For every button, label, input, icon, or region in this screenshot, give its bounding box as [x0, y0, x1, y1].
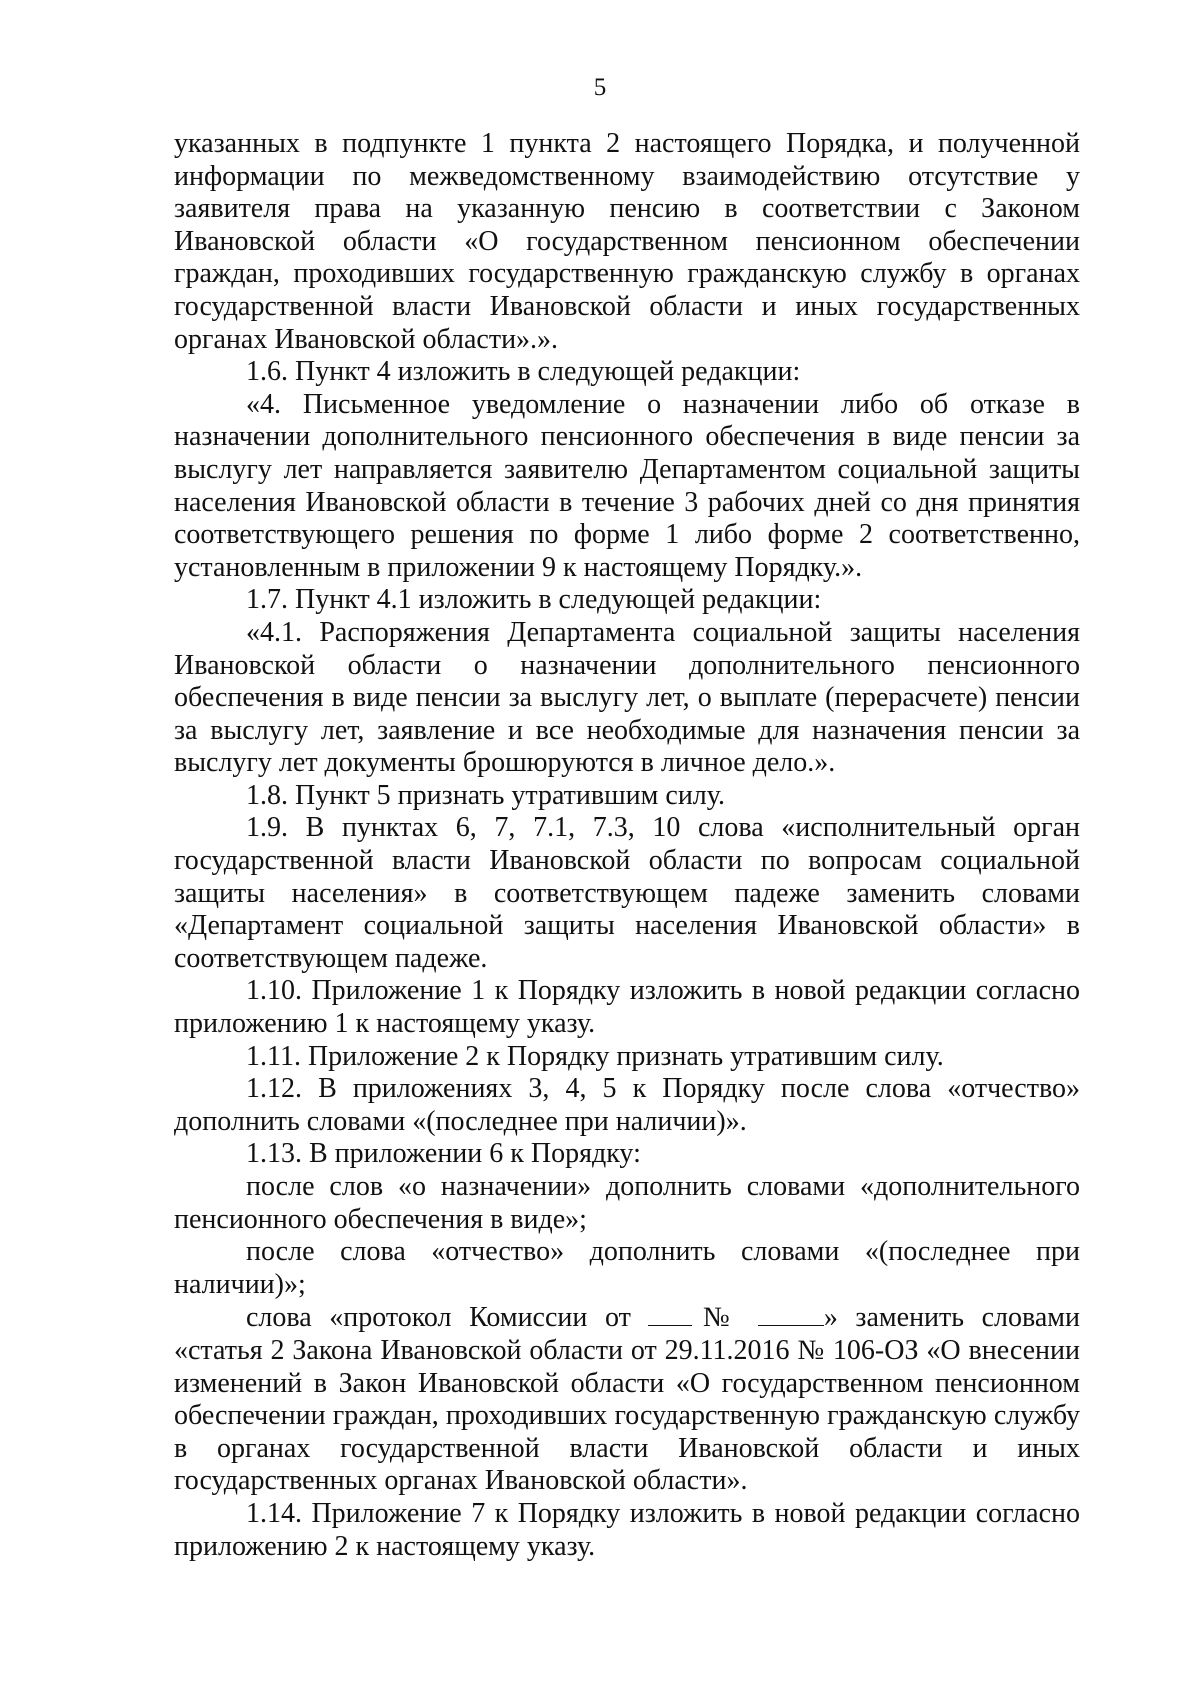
paragraph-item-1-9: 1.9. В пунктах 6, 7, 7.1, 7.3, 10 слова «исполнительный орган государственной власти Ивановской области по вопросам социальной защиты населения» в соответствующем падеже заменить словами «Департамент социальной защиты населения Ивановской области» в соответствующем падеже. — [174, 812, 1080, 974]
protocol-text-end: » заменить словами «статья 2 Закона Ивановской области от 29.11.2016 № 106-ОЗ «О внесении изменений в Закон Ивановской области «О государственном пенсионном обеспечении граждан, проходивших государственную гражданскую службу в органах государственной власти Ивановской области и иных государственных органах Ивановской области». — [174, 1302, 1081, 1497]
paragraph-item-1-8: 1.8. Пункт 5 признать утратившим силу. — [246, 779, 725, 811]
paragraph-item-1-14: 1.14. Приложение 7 к Порядку изложить в новой редакции согласно приложению 2 к настоящему указу. — [174, 1497, 1080, 1562]
paragraph-subitem-after-words: после слов «о назначении» дополнить словами «дополнительного пенсионного обеспечения в виде»; — [174, 1171, 1080, 1235]
date-blank-line — [648, 1301, 692, 1326]
document-body — [174, 128, 1080, 1563]
paragraph-item-1-11: 1.11. Приложение 2 к Порядку признать утратившим силу. — [246, 1040, 944, 1072]
paragraph-subitem-after-word: после слова «отчество» дополнить словами «(последнее при наличии)»; — [174, 1236, 1080, 1300]
paragraph-item-1-7: 1.7. Пункт 4.1 изложить в следующей редакции: — [246, 584, 822, 616]
paragraph-quote-4: «4. Письменное уведомление о назначении либо об отказе в назначении дополнительного пенсионного обеспечения в виде пенсии за выслугу лет направляется заявителю Департаментом социальной защиты населения Ивановской области в течение 3 рабочих дней со дня принятия соответствующего решения по форме 1 либо форме 2 соответственно, установленным в приложении 9 к настоящему Порядку.». — [174, 388, 1080, 583]
paragraph-continuation: указанных в подпункте 1 пункта 2 настоящего Порядка, и полученной информации по межведомственному взаимодействию отсутствие у заявителя права на указанную пенсию в соответствии с Законом Ивановской области «О государственном пенсионном обеспечении граждан, проходивших государственную гражданскую службу в органах государственной власти Ивановской области и иных государственных органах Ивановской области».». — [174, 128, 1080, 355]
protocol-number-sign: № — [692, 1302, 758, 1334]
page-number: 5 — [593, 74, 607, 101]
paragraph-item-1-12: 1.12. В приложениях 3, 4, 5 к Порядку после слова «отчество» дополнить словами «(последнее при наличии)». — [174, 1073, 1080, 1137]
protocol-text-start: слова «протокол Комиссии от — [246, 1302, 649, 1334]
number-blank-line — [758, 1301, 824, 1326]
paragraph-subitem-protocol — [174, 1301, 1080, 1498]
paragraph-item-1-13: 1.13. В приложении 6 к Порядку: — [246, 1138, 641, 1170]
paragraph-item-1-6: 1.6. Пункт 4 изложить в следующей редакции: — [246, 356, 801, 388]
paragraph-quote-4-1: «4.1. Распоряжения Департамента социальной защиты населения Ивановской области о назначении дополнительного пенсионного обеспечения в виде пенсии за выслугу лет, о выплате (перерасчете) пенсии за выслугу лет, заявление и все необходимые для назначения пенсии за выслугу лет документы брошюруются в личное дело.». — [174, 616, 1080, 779]
paragraph-item-1-10: 1.10. Приложение 1 к Порядку изложить в новой редакции согласно приложению 1 к настоящему указу. — [174, 975, 1080, 1040]
